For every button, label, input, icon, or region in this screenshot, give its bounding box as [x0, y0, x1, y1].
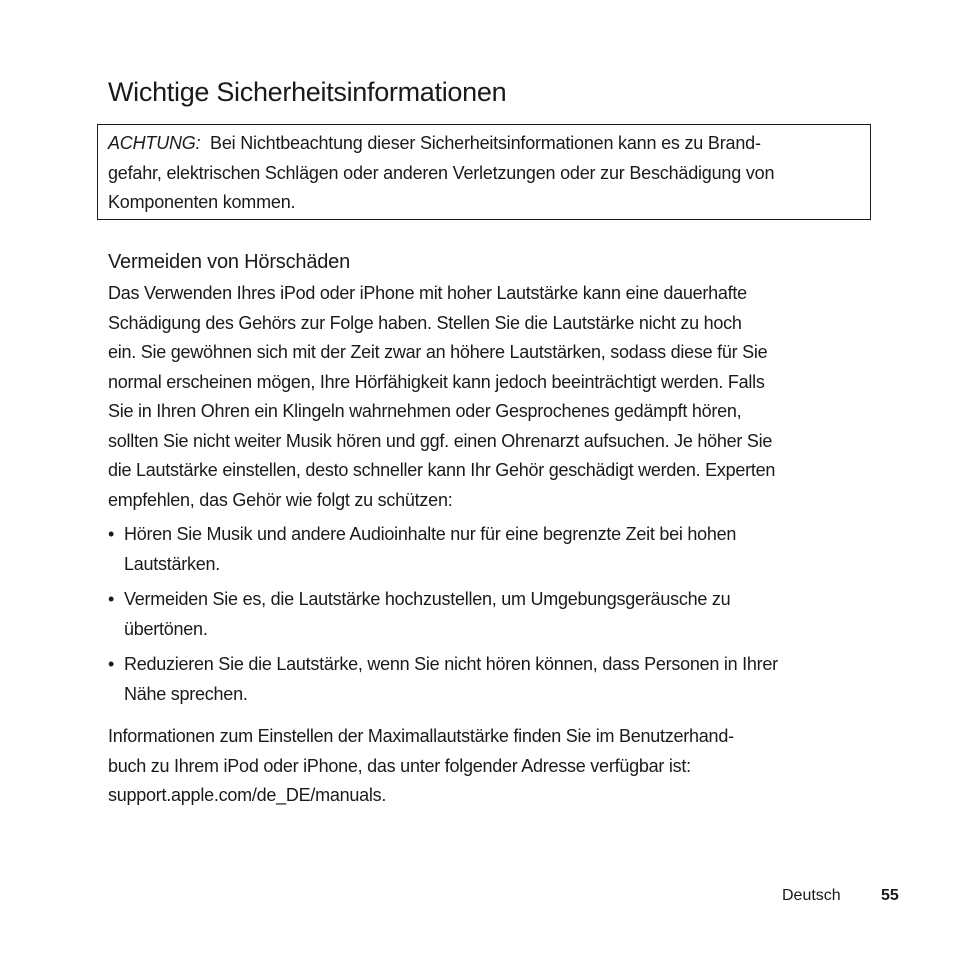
- bullet-line: Reduzieren Sie die Lautstärke, wenn Sie nicht hören können, dass Personen in Ihrer: [124, 654, 778, 674]
- bullet-line: Lautstärken.: [124, 553, 221, 574]
- warning-line-1: [108, 129, 860, 159]
- bullet-line: übertönen.: [124, 618, 208, 639]
- bullet-line: Vermeiden Sie es, die Lautstärke hochzustellen, um Umgebungsgeräusche zu: [124, 589, 731, 609]
- section-paragraph: [108, 279, 775, 515]
- warning-box: [97, 124, 871, 220]
- closing-paragraph: [108, 722, 734, 811]
- bullet-mark: •: [108, 589, 115, 609]
- footer-language: Deutsch: [782, 887, 841, 904]
- paragraph-line: normal erscheinen mögen, Ihre Hörfähigkeit kann jedoch beeinträchtigt werden. Falls: [108, 371, 765, 392]
- bullet-list: [108, 520, 778, 715]
- paragraph-line: Das Verwenden Ihres iPod oder iPhone mit hoher Lautstärke kann eine dauerhafte: [108, 283, 747, 303]
- warning-text-1: Bei Nichtbeachtung dieser Sicherheitsinformationen kann es zu Brand-: [210, 133, 761, 153]
- section-heading: Vermeiden von Hörschäden: [108, 251, 351, 273]
- warning-line-2: gefahr, elektrischen Schlägen oder anderen Verletzungen oder zur Beschädigung von: [108, 162, 775, 183]
- manuals-url: support.apple.com/de_DE/manuals.: [108, 785, 387, 805]
- page-number: 55: [881, 887, 899, 904]
- bullet-item: [108, 520, 778, 579]
- paragraph-line: empfehlen, das Gehör wie folgt zu schützen:: [108, 489, 453, 510]
- paragraph-line: Sie in Ihren Ohren ein Klingeln wahrnehmen oder Gesprochenes gedämpft hören,: [108, 401, 742, 421]
- paragraph-line: sollten Sie nicht weiter Musik hören und ggf. einen Ohrenarzt aufsuchen. Je höher Sie: [108, 430, 773, 451]
- closing-line: buch zu Ihrem iPod oder iPhone, das unter folgender Adresse verfügbar ist:: [108, 755, 691, 776]
- paragraph-line: die Lautstärke einstellen, desto schneller kann Ihr Gehör geschädigt werden. Experten: [108, 460, 776, 480]
- bullet-line: Nähe sprechen.: [124, 683, 248, 704]
- bullet-item: [108, 585, 778, 644]
- paragraph-line: ein. Sie gewöhnen sich mit der Zeit zwar an höhere Lautstärken, sodass diese für Sie: [108, 342, 768, 362]
- bullet-line: Hören Sie Musik und andere Audioinhalte nur für eine begrenzte Zeit bei hohen: [124, 524, 737, 544]
- bullet-mark: •: [108, 524, 115, 544]
- warning-line-3: Komponenten kommen.: [108, 192, 296, 212]
- closing-line: Informationen zum Einstellen der Maximallautstärke finden Sie im Benutzerhand-: [108, 726, 734, 746]
- page-title: Wichtige Sicherheitsinformationen: [108, 77, 507, 107]
- warning-label: ACHTUNG:: [108, 133, 201, 153]
- paragraph-line: Schädigung des Gehörs zur Folge haben. Stellen Sie die Lautstärke nicht zu hoch: [108, 312, 742, 333]
- bullet-mark: •: [108, 654, 115, 674]
- bullet-item: [108, 650, 778, 709]
